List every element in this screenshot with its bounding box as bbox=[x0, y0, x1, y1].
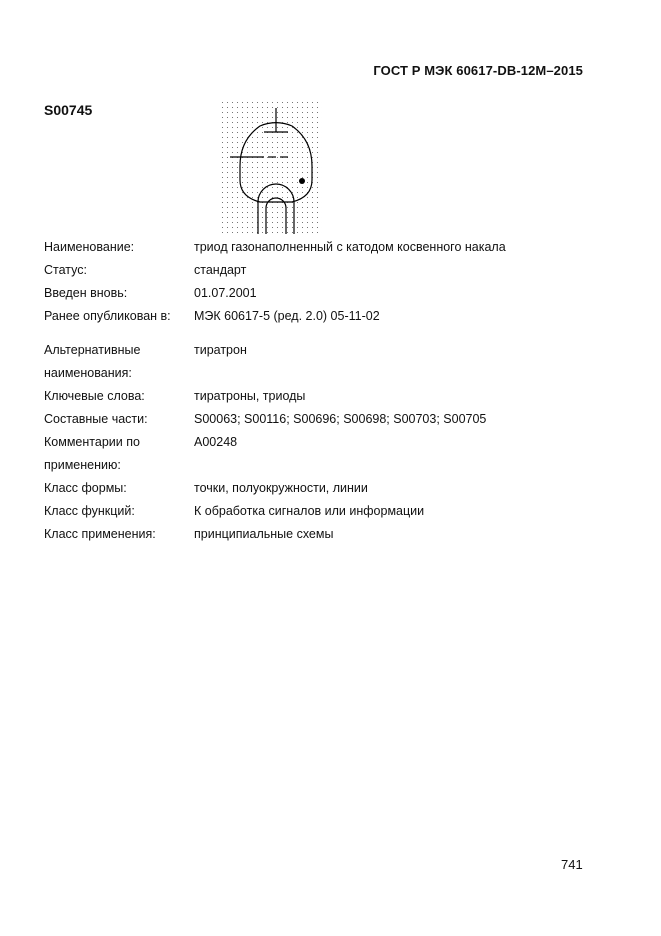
gas-dot bbox=[299, 178, 305, 184]
field-label: Статус: bbox=[44, 263, 87, 277]
field-row bbox=[44, 431, 604, 477]
field-row bbox=[44, 408, 604, 431]
field-row bbox=[44, 477, 604, 500]
field-value: стандарт bbox=[194, 263, 247, 277]
field-label: Составные части: bbox=[44, 412, 148, 426]
field-list bbox=[44, 236, 604, 546]
field-value: МЭК 60617-5 (ред. 2.0) 05-11-02 bbox=[194, 309, 380, 323]
field-row bbox=[44, 385, 604, 408]
field-row bbox=[44, 305, 604, 328]
field-label: Альтернативные наименования: bbox=[44, 343, 141, 380]
field-value: A00248 bbox=[194, 435, 238, 449]
field-row bbox=[44, 282, 604, 305]
field-value: триод газонаполненный с катодом косвенного накала bbox=[194, 240, 506, 254]
field-row bbox=[44, 523, 604, 546]
field-value: 01.07.2001 bbox=[194, 286, 257, 300]
thyratron-symbol bbox=[220, 100, 322, 234]
field-value: тиратроны, триоды bbox=[194, 389, 306, 403]
field-value: К обработка сигналов или информации bbox=[194, 504, 425, 518]
field-row bbox=[44, 236, 604, 259]
field-row bbox=[44, 500, 604, 523]
field-row bbox=[44, 339, 604, 385]
field-value: точки, полуокружности, линии bbox=[194, 481, 368, 495]
field-label: Введен вновь: bbox=[44, 286, 128, 300]
field-value: S00063; S00116; S00696; S00698; S00703; S00705 bbox=[194, 412, 487, 426]
field-value: тиратрон bbox=[194, 343, 247, 357]
dot-grid bbox=[220, 100, 322, 234]
field-label: Класс формы: bbox=[44, 481, 127, 495]
field-label: Ранее опубликован в: bbox=[44, 309, 171, 323]
standard-header: ГОСТ Р МЭК 60617-DB-12M–2015 bbox=[373, 63, 583, 78]
field-row bbox=[44, 259, 604, 282]
field-label: Класс применения: bbox=[44, 527, 156, 541]
field-label: Комментарии по применению: bbox=[44, 435, 140, 472]
field-value: принципиальные схемы bbox=[194, 527, 334, 541]
symbol-code: S00745 bbox=[44, 102, 93, 118]
field-label: Наименование: bbox=[44, 240, 135, 254]
field-label: Ключевые слова: bbox=[44, 389, 145, 403]
page-number: 741 bbox=[561, 857, 583, 872]
field-label: Класс функций: bbox=[44, 504, 135, 518]
